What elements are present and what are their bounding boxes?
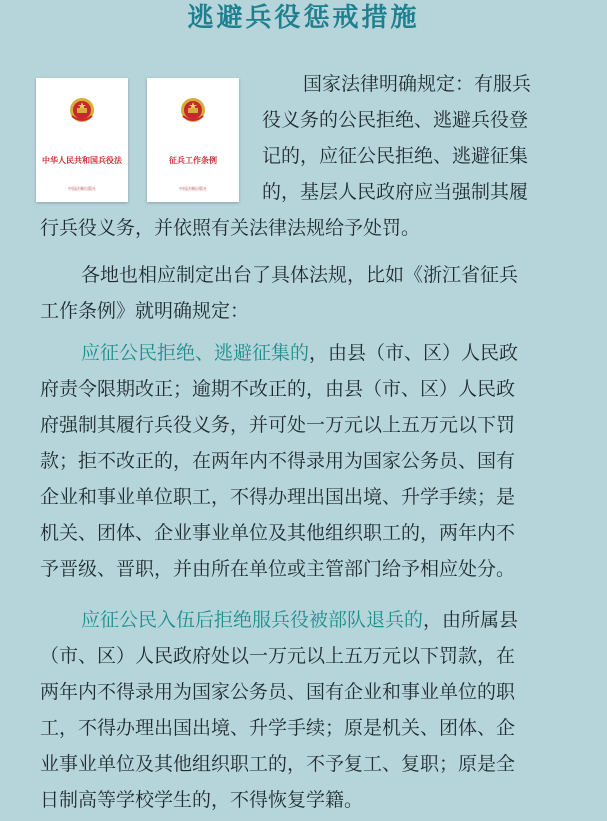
national-emblem-icon [68, 96, 96, 124]
paragraph-line: （市、区）人民政府处以一万元以上五万元以下罚款，在 [40, 645, 516, 667]
book-cover-conscription-regulations [147, 78, 239, 202]
intro-line: 行兵役义务，并依照有关法律法规给予处罚。 [40, 217, 421, 239]
book-title: 中华人民共和国兵役法 [42, 155, 122, 165]
paragraph-line: 企业和事业单位职工，不得办理出国出境、升学手续；是 [40, 486, 516, 508]
intro-line: 国家法律明确规定：有服兵 [303, 73, 532, 95]
book-cover-military-service-law [36, 78, 128, 202]
paragraph-line: 府强制其履行兵役义务，并可处一万元以上五万元以下罚 [40, 414, 516, 436]
page-title: 逃避兵役惩戒措施 [187, 3, 420, 33]
paragraph-line: 予晋级、晋职，并由所在单位或主管部门给予相应处分。 [40, 558, 516, 580]
paragraph-line: 机关、团体、企业事业单位及其他组织职工的，两年内不 [40, 522, 516, 544]
paragraph-first-line [81, 602, 518, 638]
highlighted-clause: 应征公民拒绝、逃避征集的 [81, 342, 310, 364]
paragraph-line: 两年内不得录用为国家公务员、国有企业和事业单位的职 [40, 681, 516, 703]
paragraph-line: 工，不得办理出国出境、升学手续；原是机关、团体、企 [40, 717, 516, 739]
paragraph-line: 款；拒不改正的，在两年内不得录用为国家公务员、国有 [40, 450, 516, 472]
paragraph-line: 工作条例》就明确规定： [40, 300, 250, 322]
paragraph-line: 业事业单位及其他组织职工的，不予复工、复职；原是全 [40, 753, 516, 775]
paragraph-line: 各地也相应制定出台了具体法规，比如《浙江省征兵 [81, 264, 519, 286]
intro-line: 记的，应征公民拒绝、逃避征集 [262, 145, 529, 167]
intro-line: 役义务的公民拒绝、逃避兵役登 [262, 109, 529, 131]
paragraph-line: 日制高等学校学生的，不得恢复学籍。 [40, 789, 364, 811]
book-publisher: 中国法制出版社 [179, 186, 207, 191]
paragraph-text: ，由县（市、区）人民政 [309, 342, 519, 364]
intro-line: 的，基层人民政府应当强制其履 [262, 181, 529, 203]
national-emblem-icon [179, 96, 207, 124]
highlighted-clause: 应征公民入伍后拒绝服兵役被部队退兵的 [81, 609, 424, 631]
paragraph-line: 府责令限期改正；逾期不改正的，由县（市、区）人民政 [40, 378, 516, 400]
book-publisher: 中国法制出版社 [68, 186, 96, 191]
law-books-image [36, 78, 241, 202]
book-title: 征兵工作条例 [169, 155, 217, 165]
paragraph-first-line [81, 335, 518, 371]
paragraph-text: ，由所属县 [423, 609, 519, 631]
